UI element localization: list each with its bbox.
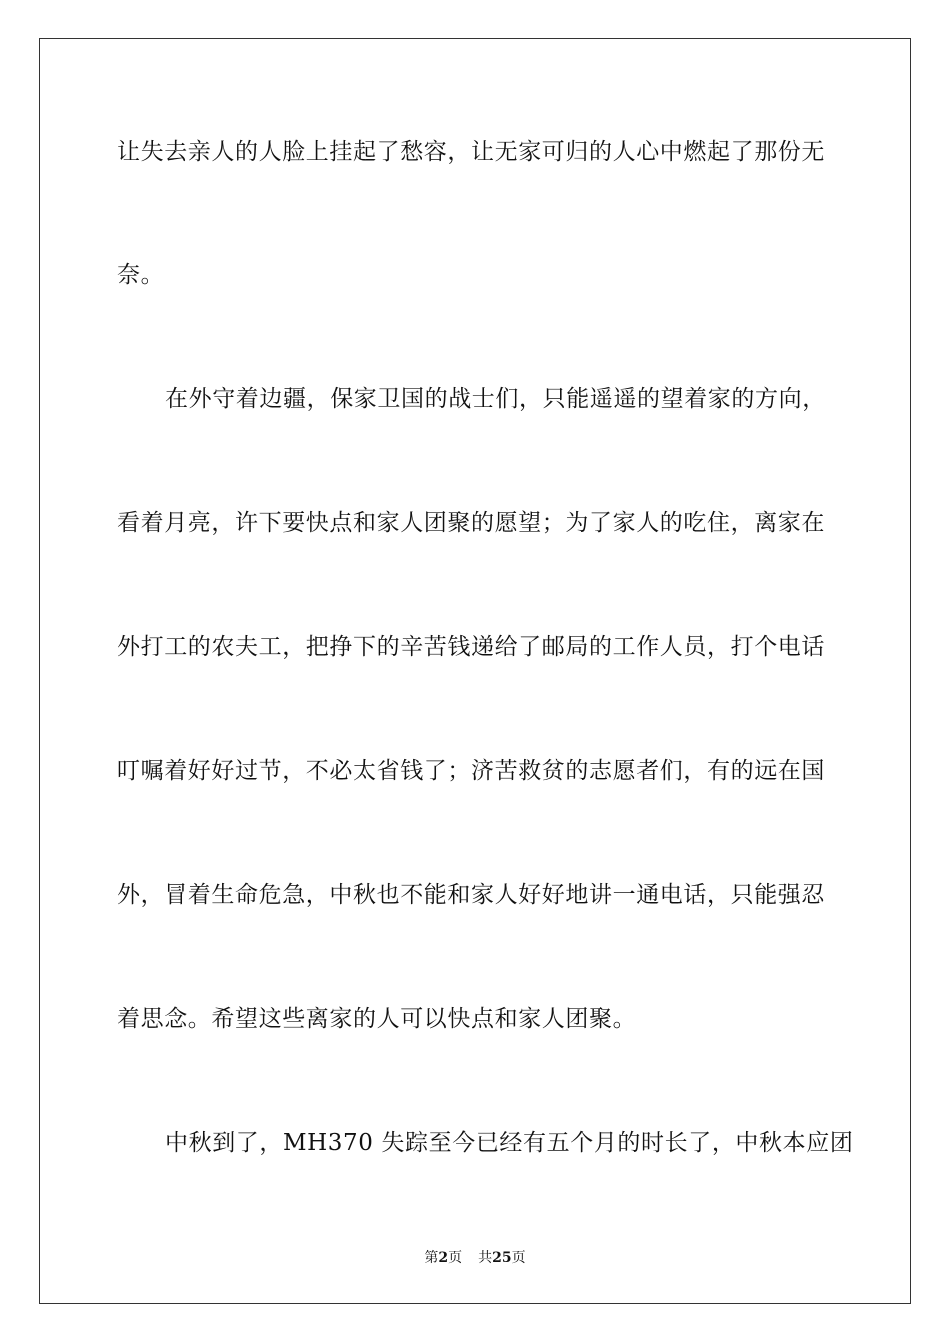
page-suffix: 页 [448, 1250, 463, 1266]
page-border [39, 38, 911, 1304]
page-prefix: 第 [424, 1250, 439, 1266]
text-line-5: 外打工的农夫工，把挣下的辛苦钱递给了邮局的工作人员，打个电话 [117, 634, 825, 660]
text-line-1: 让失去亲人的人脸上挂起了愁容，让无家可归的人心中燃起了那份无 [117, 139, 825, 165]
page-number: 2 [438, 1250, 449, 1266]
total-prefix: 共 [478, 1250, 493, 1266]
text-line-6: 叮嘱着好好过节，不必太省钱了；济苦救贫的志愿者们，有的远在国 [117, 758, 825, 784]
text-line-8: 着思念。希望这些离家的人可以快点和家人团聚。 [117, 1006, 637, 1032]
text-line-4: 看着月亮，许下要快点和家人团聚的愿望；为了家人的吃住，离家在 [117, 510, 825, 536]
page-footer [0, 1247, 950, 1267]
text-line-3: 在外守着边疆，保家卫国的战士们，只能遥遥的望着家的方向， [165, 386, 826, 412]
text-line-9: 中秋到了，MH370 失踪至今已经有五个月的时长了，中秋本应团 [165, 1130, 854, 1156]
total-pages: 25 [492, 1250, 512, 1266]
text-line-2: 奈。 [117, 262, 165, 288]
text-line-7: 外，冒着生命危急，中秋也不能和家人好好地讲一通电话，只能强忍 [117, 882, 825, 908]
total-suffix: 页 [511, 1250, 526, 1266]
